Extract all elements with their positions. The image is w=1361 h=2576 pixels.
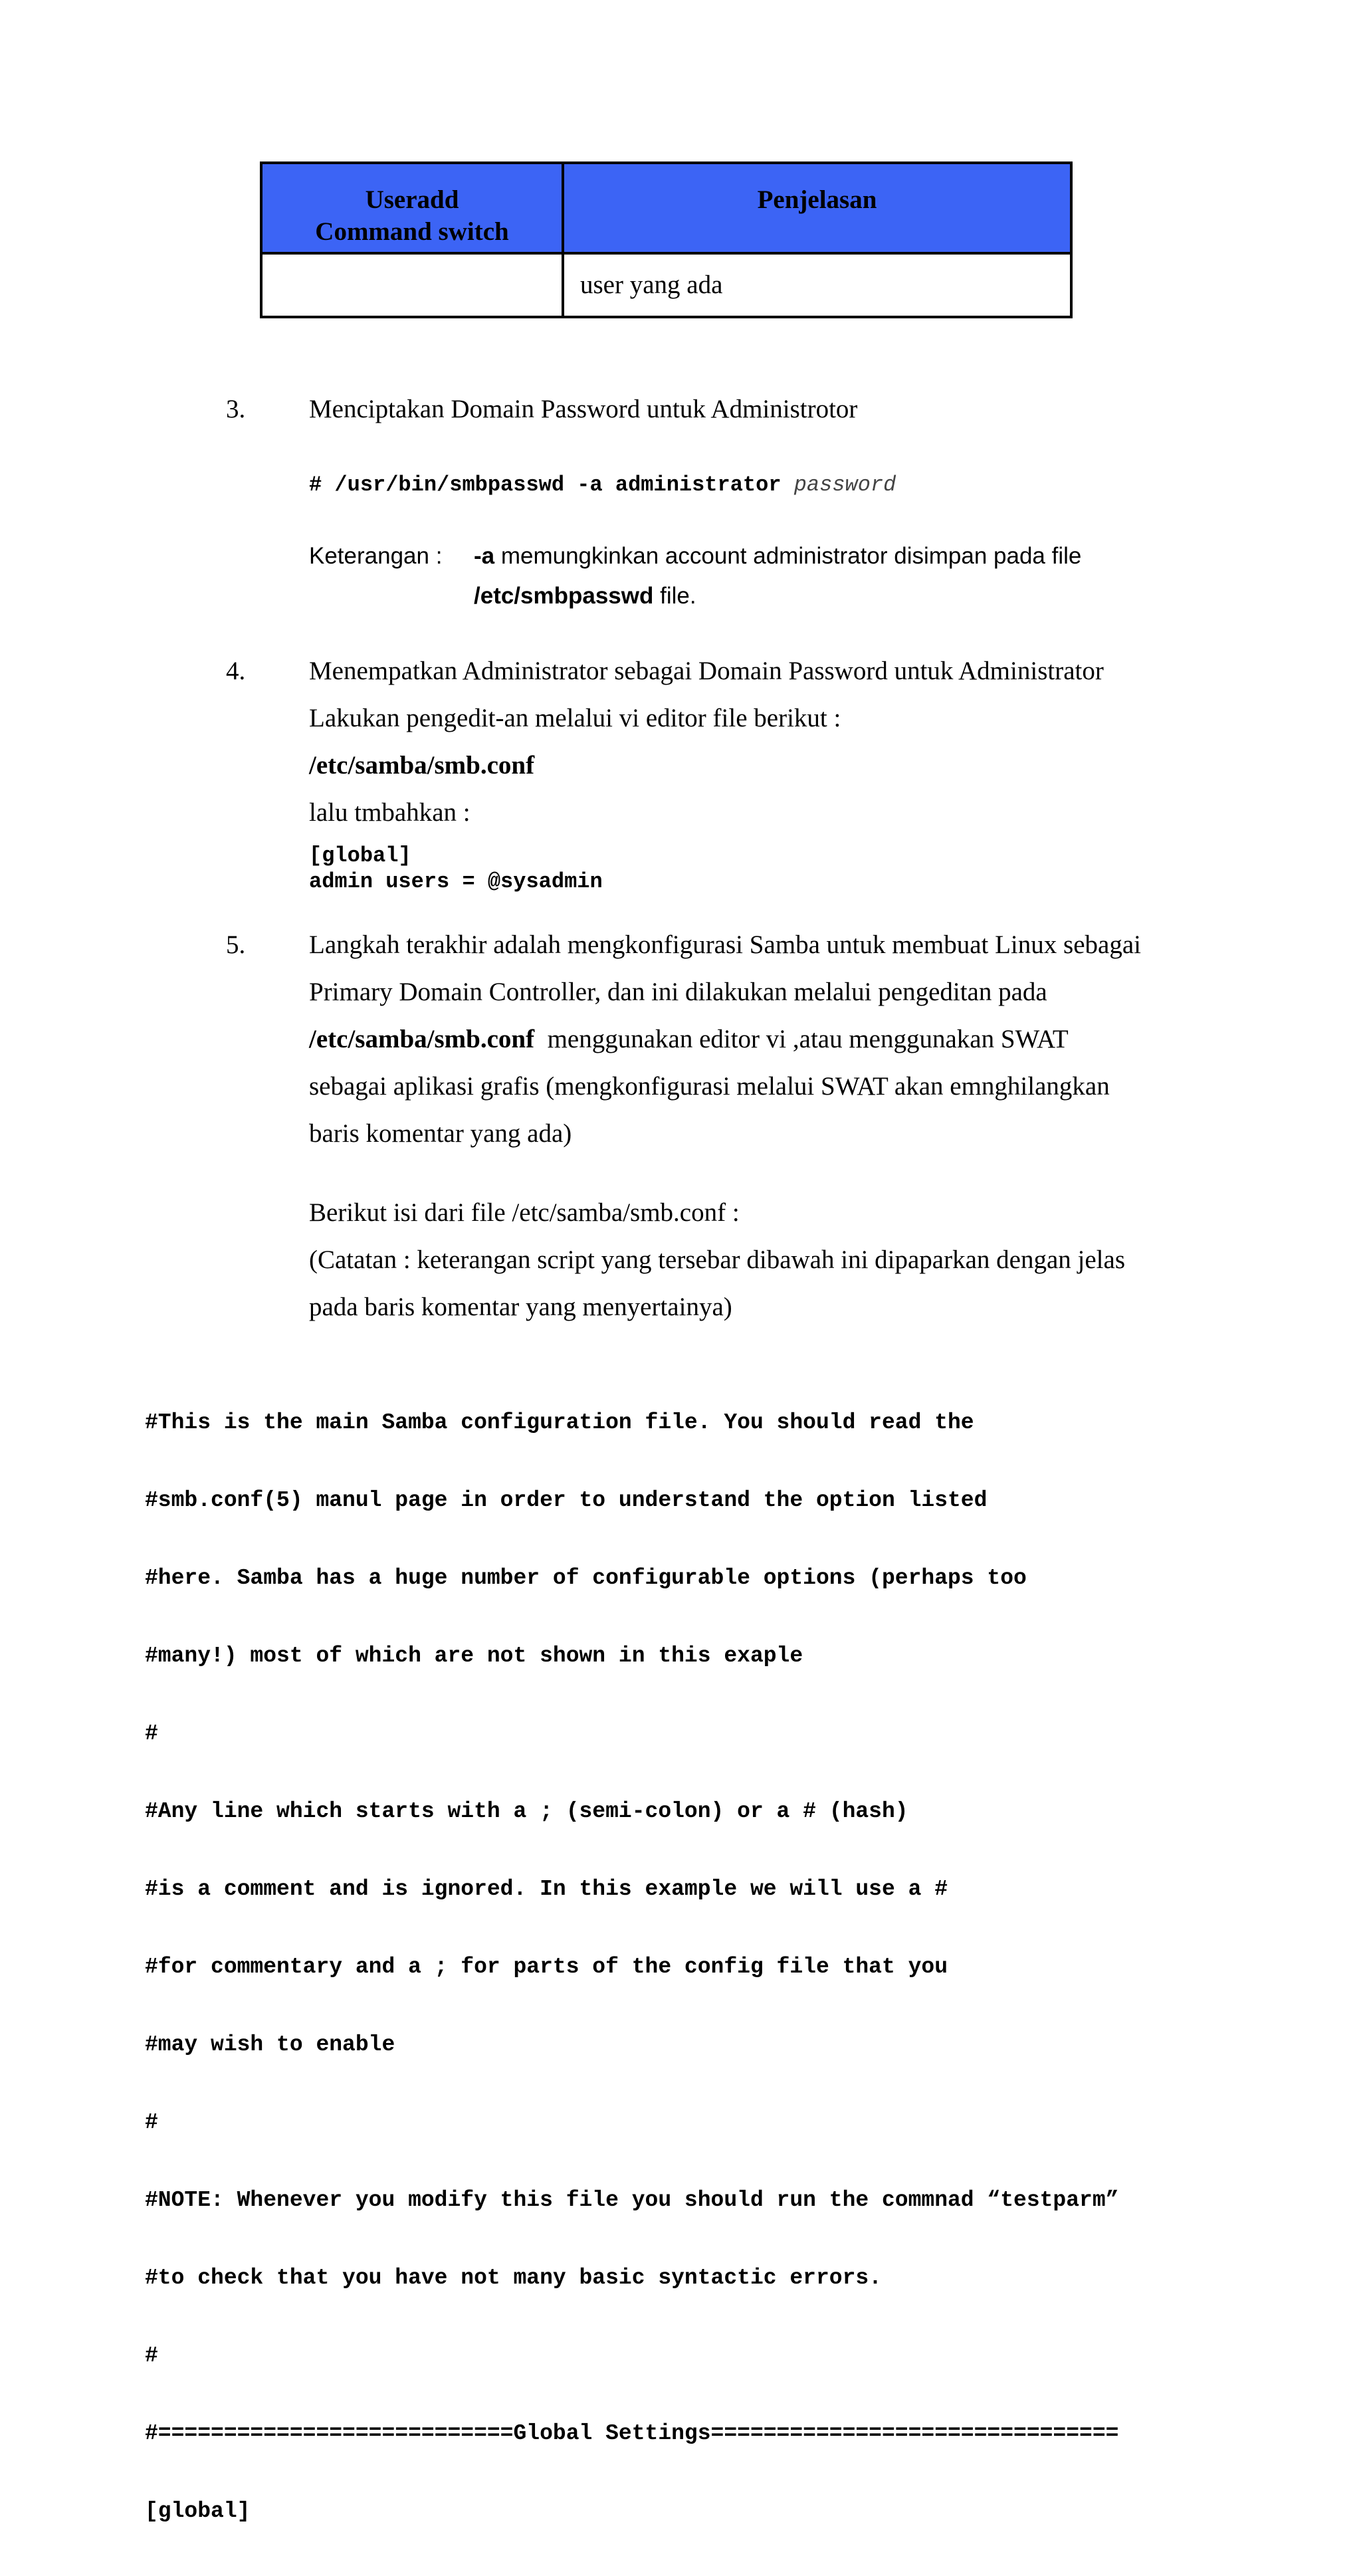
code-line: #NOTE: Whenever you modify this file you should run the commnad “testparm”: [145, 2188, 1119, 2212]
table-header-command-switch: [261, 163, 563, 253]
note-path: /etc/smbpasswd: [474, 583, 654, 609]
table-cell-description: user yang ada: [563, 253, 1071, 317]
step-5-line-6: Berikut isi dari file /etc/samba/smb.conf :: [309, 1198, 740, 1227]
step-5-line-3: [309, 1023, 1069, 1055]
smb-conf-code-block: [145, 1358, 1118, 2576]
step-4-path: /etc/samba/smb.conf: [309, 751, 535, 780]
code-line: #to check that you have not many basic syntactic errors.: [145, 2266, 882, 2290]
step-4-line-2: Lakukan pengedit-an melalui vi editor file berikut :: [309, 704, 841, 732]
step-5-number: 5.: [226, 930, 246, 959]
code-line: #This is the main Samba configuration file. You should read the: [145, 1410, 974, 1435]
code-line: #===========================Global Settings===============================: [145, 2421, 1119, 2446]
step-4-number: 4.: [226, 657, 246, 685]
step-4-line-4: lalu tmbahkan :: [309, 798, 471, 827]
step-5-line-7: (Catatan : keterangan script yang tersebar dibawah ini dipaparkan dengan jelas: [309, 1245, 1126, 1274]
command-text: # /usr/bin/smbpasswd -a administrator: [309, 473, 782, 497]
table-cell-switch: [261, 253, 563, 317]
code-line: #: [145, 1721, 158, 1746]
step-5-line-8: pada baris komentar yang menyertainya): [309, 1293, 732, 1321]
header-line-2: Command switch: [315, 217, 509, 246]
table-header-row: [261, 163, 1071, 253]
step-5-line-2: Primary Domain Controller, dan ini dilakukan melalui pengeditan pada: [309, 978, 1047, 1006]
step-5-path: /etc/samba/smb.conf: [309, 1025, 535, 1053]
step-4-code-line-1: [global]: [309, 843, 411, 868]
code-line: #: [145, 2110, 158, 2135]
smbpasswd-command: [309, 472, 896, 498]
step-4-title: Menempatkan Administrator sebagai Domain Password untuk Administrator: [309, 657, 1104, 685]
step-3-title: Menciptakan Domain Password untuk Administrotor: [309, 395, 858, 423]
step-3-number: 3.: [226, 395, 246, 423]
note-flag: -a: [474, 543, 495, 569]
code-line: #smb.conf(5) manul page in order to understand the option listed: [145, 1488, 988, 1513]
note-label: Keterangan :: [309, 543, 443, 569]
code-line: #Any line which starts with a ; (semi-colon) or a # (hash): [145, 1799, 908, 1824]
step-4-code-line-2: admin users = @sysadmin: [309, 869, 603, 894]
table-header-penjelasan: Penjelasan: [563, 163, 1071, 253]
code-line: #many!) most of which are not shown in this exaple: [145, 1644, 803, 1668]
table-row: [261, 253, 1071, 317]
note-line-1: [474, 542, 1081, 570]
note-text: memungkinkan account administrator disimpan pada file: [494, 543, 1082, 569]
step-5-line-3-rest: menggunakan editor vi ,atau menggunakan SWAT: [534, 1025, 1069, 1053]
step-5-line-4: sebagai aplikasi grafis (mengkonfigurasi melalui SWAT akan emnghilangkan: [309, 1072, 1110, 1101]
code-line: #: [145, 2343, 158, 2368]
useradd-switch-table: [260, 161, 1073, 318]
step-5-line-1: Langkah terakhir adalah mengkonfigurasi Samba untuk membuat Linux sebagai: [309, 930, 1141, 959]
code-line: #here. Samba has a huge number of configurable options (perhaps too: [145, 1566, 1027, 1590]
code-line: #is a comment and is ignored. In this example we will use a #: [145, 1877, 948, 1901]
note-path-suffix: file.: [653, 583, 696, 609]
command-argument: password: [793, 473, 896, 497]
step-5-line-5: baris komentar yang ada): [309, 1119, 572, 1148]
code-line: #for commentary and a ; for parts of the config file that you: [145, 1955, 948, 1979]
code-line: #may wish to enable: [145, 2032, 395, 2057]
header-line-1: Useradd: [365, 185, 459, 214]
code-line: [global]: [145, 2499, 251, 2523]
note-line-2: [474, 582, 696, 610]
